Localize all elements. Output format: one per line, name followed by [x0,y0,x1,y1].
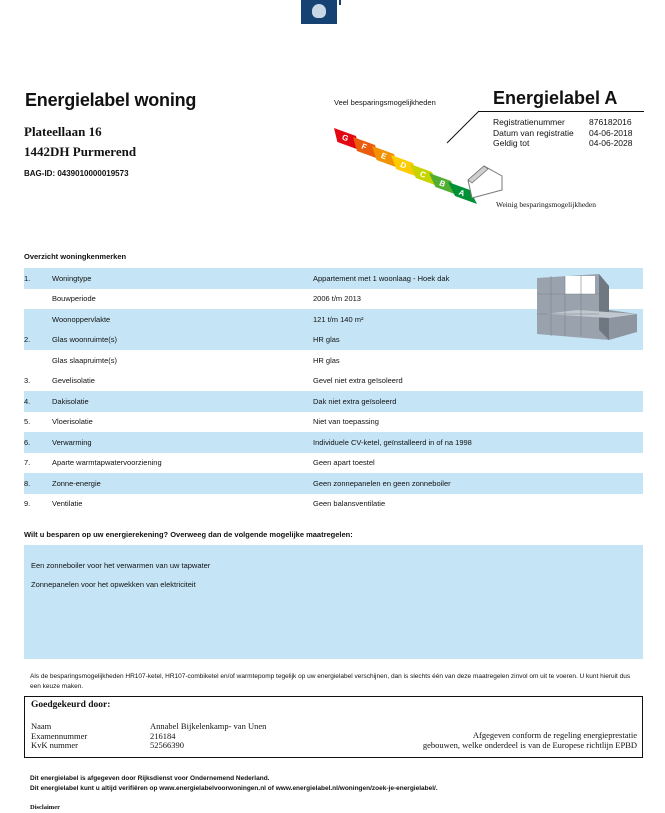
scale-letter: E [379,150,388,162]
row-label: Dakisolatie [52,391,313,412]
table-row [24,371,643,392]
scale-letter: B [437,178,447,190]
row-number: 5. [24,417,31,427]
registration-number-value: 876182016 [589,117,632,127]
row-number [24,309,52,330]
row-value: Geen balansventilatie [313,499,386,509]
label-pointer-line [446,110,480,144]
scale-letter: G [340,132,350,144]
row-number: 2. [24,330,52,351]
row-label: Ventilatie [52,499,83,509]
page-title: Energielabel woning [25,90,197,110]
conformity-line: gebouwen, welke onderdeel is van de Europese richtlijn EPBD [422,740,637,750]
row-value: Individuele CV-ketel, geïnstalleerd in of na 1998 [313,432,643,453]
valid-until-value: 04-06-2028 [589,138,633,148]
row-value: HR glas [313,355,340,365]
logo-accent [339,0,341,5]
scale-letter: F [360,141,369,152]
row-label: Glas woonruimte(s) [52,330,313,351]
row-label: Woningtype [52,268,313,289]
table-row [24,453,643,474]
row-value: 121 t/m 140 m² [313,309,643,330]
kvk-number: 52566390 [150,740,184,750]
table-row [24,391,643,412]
registration-number-label: Registratienummer [493,117,565,127]
registration-date-label: Datum van registratie [493,127,574,138]
row-value: Niet van toepassing [313,417,379,427]
registration-date-value: 04-06-2018 [589,127,633,138]
verify-text[interactable]: Dit energielabel kunt u altijd verifiëren op www.energielabelvoorwoningen.nl of www.energielabel.nl/woningen/zoek-je-energielabel/. [30,784,438,792]
row-value: Geen zonnepanelen en geen zonneboiler [313,473,643,494]
energy-label-title: Energielabel A [493,88,618,108]
name-label: Naam [31,721,52,731]
kvk-label: KvK nummer [31,740,78,750]
advice-item: Een zonneboiler voor het verwarmen van uw tapwater [31,561,211,570]
table-row [24,432,643,453]
scale-letter: A [457,187,467,199]
conformity-statement [360,730,637,750]
table-row [24,494,643,515]
disclaimer-link[interactable]: Disclaimer [30,804,60,811]
row-number: 7. [24,458,31,468]
row-number: 8. [24,473,52,494]
overview-title: Overzicht woningkenmerken [24,252,127,261]
row-value: Dak niet extra geïsoleerd [313,391,643,412]
row-value: Geen apart toestel [313,458,375,468]
scale-letter: D [399,160,408,171]
row-label: Woonoppervlakte [52,309,313,330]
issued-text: Dit energielabel is afgegeven door Rijksdienst voor Ondernemend Nederland. [30,775,270,782]
house-icon [468,166,502,198]
row-label: Vloerisolatie [52,417,93,427]
advice-question: Wilt u besparen op uw energierekening? Overweeg dan de volgende mogelijke maatregelen: [24,530,353,539]
row-label: Zonne-energie [52,473,313,494]
row-value: Appartement met 1 woonlaag - Hoek dak [313,268,643,289]
issued-by [30,774,438,793]
row-label: Gevelisolatie [52,376,95,386]
scale-top-caption: Veel besparingsmogelijkheden [334,98,436,107]
row-number: 6. [24,432,52,453]
bag-id: BAG-ID: 0439010000019573 [24,169,129,178]
row-number [24,350,52,371]
row-label: Glas slaapruimte(s) [52,355,118,365]
row-value: 2006 t/m 2013 [313,294,361,304]
row-number: 3. [24,376,31,386]
row-number [24,289,52,310]
table-row [24,412,643,433]
row-label: Aparte warmtapwatervoorziening [52,458,162,468]
address-street: Plateellaan 16 [24,124,102,139]
coat-of-arms-icon [312,4,326,18]
exam-label: Examennummer [31,730,88,741]
row-value: Gevel niet extra geïsoleerd [313,376,403,386]
valid-until-label: Geldig tot [493,138,530,148]
address-postal-city: 1442DH Purmerend [24,144,137,159]
registration-labels [493,117,574,149]
energy-scale-graphic [332,106,512,212]
row-number: 9. [24,499,31,509]
advice-item: Zonnepanelen voor het opwekken van elektriciteit [31,580,196,589]
approved-labels [31,722,87,751]
row-number: 4. [24,391,52,412]
advisor-name: Annabel Bijkelenkamp- van Unen [150,721,267,731]
registration-values [589,117,632,149]
row-label: Bouwperiode [52,294,96,304]
row-value: HR glas [313,330,643,351]
row-label: Verwarming [52,432,313,453]
building-icon [537,274,637,340]
row-number: 1. [24,268,52,289]
approved-title: Goedgekeurd door: [31,700,111,710]
approved-values [150,722,266,751]
table-row [24,473,643,494]
scale-bottom-caption: Weinig besparingsmogelijkheden [496,200,596,209]
label-divider [478,111,644,112]
exam-number: 216184 [150,730,176,741]
scale-letter: C [418,169,428,180]
table-row [24,350,643,371]
advice-note: Als de besparingsmogelijkheden HR107-ketel, HR107-combiketel en/of warmtepomp tegelijk op uw energielabel verschijnen, dan is slechts één van deze maatregelen zinvol om uit te voeren. U kunt hieruit dus een keuze maken. [30,673,631,690]
conformity-line: Afgegeven conform de regeling energieprestatie [472,730,637,740]
